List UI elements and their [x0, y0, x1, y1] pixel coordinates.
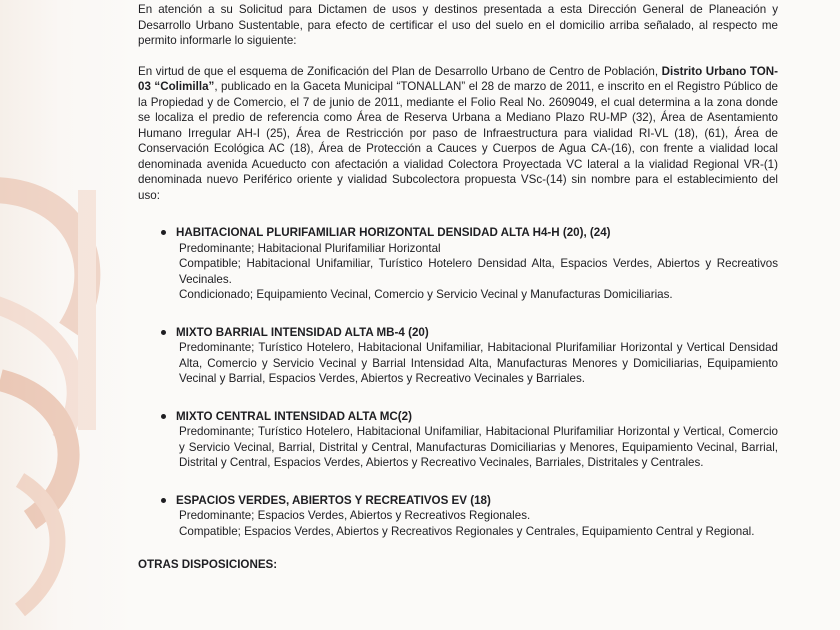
document-body	[138, 2, 778, 573]
otras-disposiciones-heading: OTRAS DISPOSICIONES:	[138, 558, 278, 571]
main-paragraph	[138, 64, 778, 204]
zone-item	[138, 225, 778, 303]
zone-line: Condicionado; Equipamiento Vecinal, Comercio y Servicio Vecinal y Manufacturas Domiciliarias.	[179, 288, 673, 301]
bullet-icon	[161, 498, 166, 503]
bullet-icon	[161, 330, 166, 335]
zone-line: Predominante; Turístico Hotelero, Habitacional Unifamiliar, Habitacional Plurifamiliar Horizontal y Vertical Densidad Alta, Comercio y Servicio Vecinal y Barrial Intensidad Alta, Manufacturas Menores y Domiciliarias, Equipamiento Vecinal y Barrial, Espacios Verdes, Abiertos y Recreativo Vecinales y Barriales.	[179, 341, 778, 385]
zone-title: HABITACIONAL PLURIFAMILIAR HORIZONTAL DENSIDAD ALTA H4-H (20), (24)	[176, 226, 611, 239]
intro-paragraph: En atención a su Solicitud para Dictamen de usos y destinos presentada a esta Dirección General de Planeación y Desarrollo Urbano Sustentable, para efecto de certificar el uso del suelo en el domicilio arriba señalado, al respecto me permito informarle lo siguiente:	[138, 3, 778, 47]
main-paragraph-part1: En virtud de que el esquema de Zonificación del Plan de Desarrollo Urbano de Centro de Población,	[138, 64, 662, 78]
zone-title: ESPACIOS VERDES, ABIERTOS Y RECREATIVOS EV (18)	[176, 493, 491, 507]
zone-line: Predominante; Habitacional Plurifamiliar Horizontal	[179, 241, 441, 255]
zone-line: Predominante; Turístico Hotelero, Habitacional Unifamiliar, Habitacional Plurifamiliar Horizontal y Vertical, Comercio y Servicio Vecinal, Barrial, Distrital y Central, Manufacturas Domiciliarias y Menores, Equipamiento Vecinal, Barrial, Distrital y Central, Espacios Verdes, Abiertos y Recreativo Vecinales, Barriales, Distritales y Centrales.	[179, 425, 778, 469]
watermark-logo	[0, 150, 160, 630]
zone-line: Compatible; Habitacional Unifamiliar, Turístico Hotelero Densidad Alta, Espacios Verdes, Abiertos y Recreativos Vecinales.	[179, 257, 778, 286]
district-name: Distrito Urbano TON-03 “Colimilla”	[138, 64, 778, 93]
zone-line: Compatible; Espacios Verdes, Abiertos y Recreativos Regionales y Centrales, Equipamiento Central y Regional.	[179, 524, 755, 538]
zone-title: MIXTO CENTRAL INTENSIDAD ALTA MC(2)	[176, 409, 412, 423]
zone-line: Predominante; Espacios Verdes, Abiertos y Recreativos Regionales.	[179, 509, 531, 522]
zone-item	[138, 493, 778, 540]
zone-title: MIXTO BARRIAL INTENSIDAD ALTA MB-4 (20)	[176, 325, 429, 339]
main-paragraph-part2: , publicado en la Gaceta Municipal “TONALLAN” el 28 de marzo de 2011, e inscrito en el Registro Público de la Propiedad y de Comercio, el 7 de junio de 2011, mediante el Folio Real No. 2609049, el cual determina a la zona donde se localiza el predio de referencia como Área de Reserva Urbana a Mediano Plazo RU-MP (32), Área de Asentamiento Humano Irregular AH-I (25), Área de Restricción por paso de Infraestructura para vialidad RI-VL (18), (61), Área de Conservación Ecológica AC (18), Área de Protección a Cauces y Cuerpos de Agua CA-(16), con frente a vialidad local denominada avenida Acueducto con afectación a vialidad Colectora Proyectada VC lateral a la vialidad Regional VR-(1) denominada nuevo Periférico oriente y vialidad Subcolectora propuesta VSc-(14) sin nombre para el establecimiento del uso:	[138, 80, 778, 202]
zone-item	[138, 409, 778, 471]
zone-item	[138, 325, 778, 387]
bullet-icon	[161, 230, 166, 235]
bullet-icon	[161, 414, 166, 419]
zones-list	[138, 225, 778, 539]
